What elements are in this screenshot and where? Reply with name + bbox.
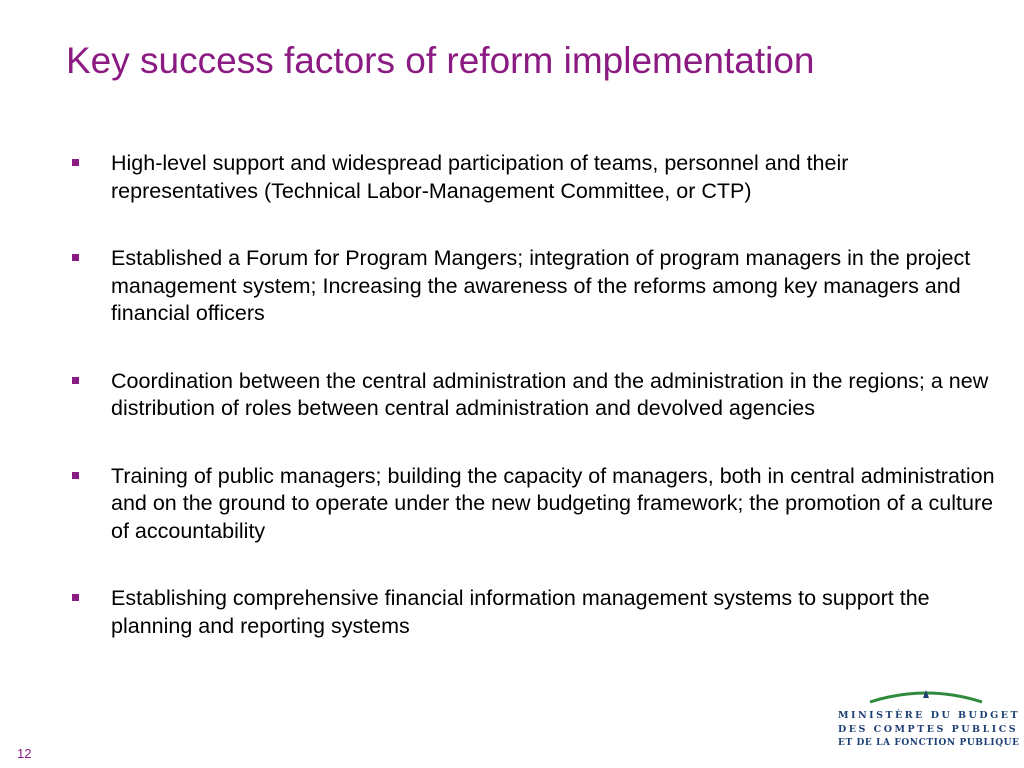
- logo-line-3: ET DE LA FONCTION PUBLIQUE: [838, 738, 1020, 748]
- bullet-list: [72, 150, 997, 680]
- bullet-item: [72, 585, 997, 640]
- ministry-logo: [838, 688, 1021, 754]
- bullet-item: [72, 463, 997, 546]
- logo-line-2: DES COMPTES PUBLICS: [838, 724, 1019, 735]
- bullet-item: [72, 150, 997, 205]
- square-bullet-icon: [72, 254, 79, 261]
- bullet-text: Coordination between the central administration and the administration in the regions; a new distribution of roles between central administration and devolved agencies: [111, 368, 989, 420]
- bullet-text: Training of public managers; building the capacity of managers, both in central administration and on the ground to operate under the new budgeting framework; the promotion of a culture of accountability: [111, 463, 995, 543]
- square-bullet-icon: [72, 472, 79, 479]
- square-bullet-icon: [72, 377, 79, 384]
- slide-title: Key success factors of reform implementation: [66, 40, 815, 81]
- bullet-text: Establishing comprehensive financial information management systems to support the planning and reporting systems: [111, 586, 930, 638]
- slide-number: 12: [17, 746, 32, 761]
- logo-arc-icon: [868, 688, 984, 708]
- square-bullet-icon: [72, 594, 79, 601]
- bullet-item: [72, 368, 997, 423]
- bullet-text: High-level support and widespread participation of teams, personnel and their representatives (Technical Labor-Management Committee, or CTP): [111, 151, 849, 203]
- square-bullet-icon: [72, 159, 79, 166]
- bullet-item: [72, 245, 997, 328]
- logo-line-1: MINISTÈRE DU BUDGET: [838, 710, 1021, 721]
- bullet-text: Established a Forum for Program Mangers; integration of program managers in the project management system; Increasing the awareness of the reforms among key managers and financial officers: [111, 246, 971, 325]
